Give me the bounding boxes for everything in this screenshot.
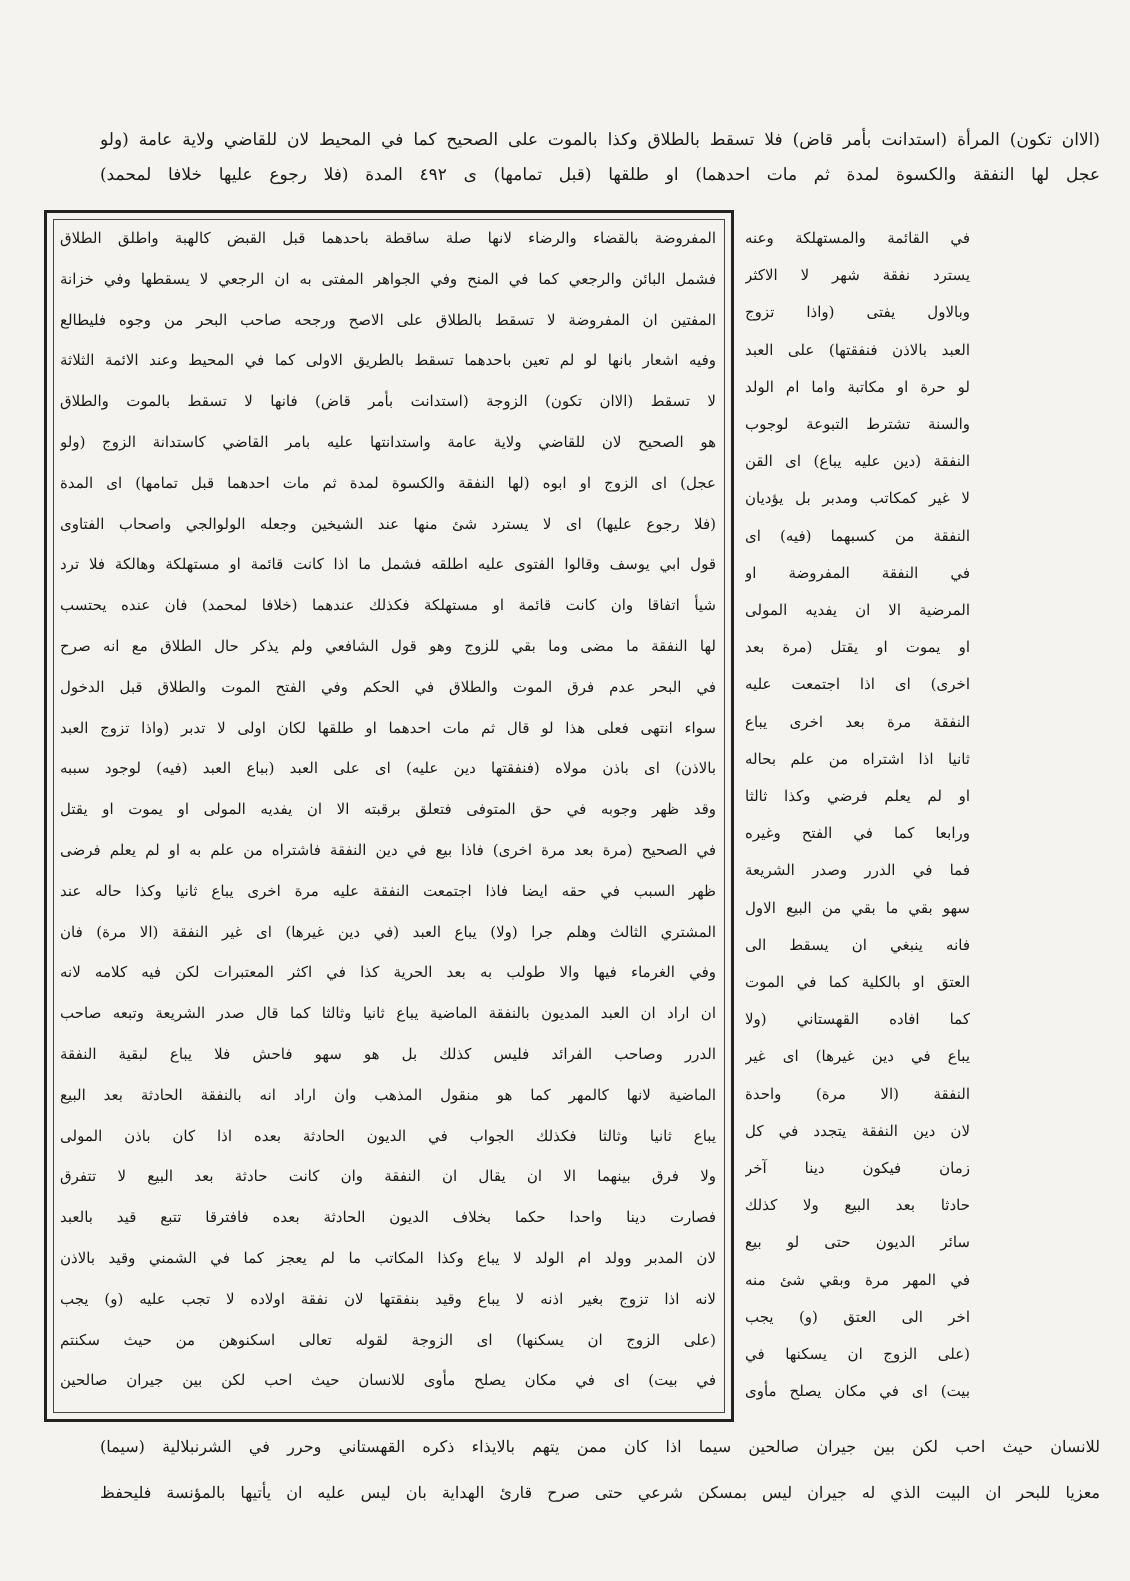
main-text-line: فشمل البائن والرجعي كما في المنح وفي الجواهر المفتى به ان الرجعي لا يسقطها وفي خزانة (60, 269, 716, 288)
main-text-line: الدرر وصاحب الفرائد فليس كذلك بل هو سهو فاحش فلا يباع لبقية النفقة (60, 1045, 716, 1063)
main-text-line: وقد ظهر وجوبه في حق المتوفى فتعلق برقبته الا ان يفديه المولى او يموت او يقتل (60, 800, 716, 819)
main-text-line: لا تسقط (الاان تكون) الزوجة (استدانت بأمر قاض) فانها لا تسقط بالموت والطلاق (60, 392, 716, 411)
main-text-line: المفروضة بالقضاء والرضاء لانها صلة ساقطة باحدهما قبل القبض كالهبة واطلق الطلاق (60, 229, 716, 247)
footer-line-2: معزيا للبحر ان البيت الذي له جيران ليس بمسكن شرعي حتى صرح قارئ الهداية بان ليس عليه ان يأتيها بالمؤنسة فليحفظ (100, 1483, 1100, 1502)
header-line-2: عجل لها النفقة والكسوة لمدة ثم مات احدهما) او طلقها (قبل تمامها) ى ٤٩٢ المدة (فلا رجوع عليها خلافا لمحمد) (100, 165, 1100, 185)
main-text-line: في بيت) اى في مكان يصلح مأوى للانسان حيث احب لكن بين جيران صالحين (60, 1371, 716, 1390)
main-text-line: عجل) اى الزوج او ابوه (لها النفقة والكسوة لمدة ثم مات احدهما قبل تمامها) اى المدة (60, 473, 716, 492)
margin-text-line: او لم يعلم فرضي وكذا ثالثا (745, 787, 970, 805)
margin-text-line: في القائمة والمستهلكة وعنه (745, 229, 970, 247)
margin-text-line: في المهر مرة وبقي شئ منه (745, 1270, 970, 1289)
main-text-line: المفتين ان المفروضة لا تسقط بالطلاق على الاصح ورجحه صاحب البحر من وجوه فليطالع (60, 310, 716, 329)
margin-text-line: لو حرة او مكاتبة واما ام الولد (745, 377, 970, 396)
main-text-line: وفي الغرماء فيها والا طولب به بعد الحرية كذا في اكثر المعتبرات لكن فيه كلامه لانه (60, 963, 716, 982)
main-text-line: يباع ثانيا وثالثا فكذلك الجواب في الديون الحادثة بعده اذا كان باذن المولى (60, 1126, 716, 1145)
main-text-line: في الصحيح (مرة بعد مرة اخرى) فاذا بيع في دين النفقة فاشتراه من علم به او لم يعلم فرضى (60, 841, 716, 859)
main-text-line: بالاذن) اى باذن مولاه (فنفقتها دين عليه) اى على العبد (بباع العبد (فيه) لوجود سببه (60, 759, 716, 778)
margin-text-line: او يموت او يقتل (مرة بعد (745, 638, 970, 657)
margin-text-line: العتق او بالكلية كما في الموت (745, 973, 970, 991)
header-line-1: (الاان تكون) المرأة (استدانت بأمر قاض) فلا تسقط بالطلاق وكذا بالموت على الصحيح كما في المحيط لان للقاضي ولاية عامة (ولو (100, 130, 1100, 150)
margin-text-line: (على الزوج ان يسكنها في (745, 1345, 970, 1363)
main-text-line: لان المدبر وولد ام الولد لا يباع وكذا المكاتب ما لم يعجز كما في الشمني وقيد بالاذن (60, 1249, 716, 1267)
main-text-line: هو الصحيح لان للقاضي ولاية عامة واستدانتها عليه بامر القاضي كاستدانة الزوج (ولو (60, 433, 716, 451)
main-text-line: الماضية لانها كالمهر كما هو منقول المذهب وان اراد انه بالنفقة الحادثة بعد البيع (60, 1085, 716, 1104)
main-text-line: في البحر عدم فرق الموت والطلاق في الحكم وفي الفتح الموت والطلاق قبل الدخول (60, 677, 716, 696)
margin-text-line: اخرى) اى اذا اجتمعت عليه (745, 675, 970, 694)
margin-text-line: سائر الديون حتى لو بيع (745, 1233, 970, 1252)
main-text-line: قول ابي يوسف وقالوا الفتوى عليه اطلقه فشمل ما اذا كانت قائمة او مستهلكة وهالكة فلا ترد (60, 555, 716, 574)
margin-text-line: بيت) اى في مكان يصلح مأوى (745, 1382, 970, 1401)
margin-text-line: ورابعا كما في الفتح وغيره (745, 824, 970, 843)
margin-text-line: ثانيا اذا اشتراه من علم بحاله (745, 749, 970, 768)
margin-text-line: فما في الدرر وصدر الشريعة (745, 861, 970, 880)
margin-text-line: النفقة (دين عليه يباع) اى القن (745, 452, 970, 471)
main-text-line: فصارت دينا واحدا حكما بخلاف الديون الحادثة بعده فافترقا تتبع قيد بالعبد (60, 1208, 716, 1227)
margin-text-line: زمان فيكون دينا آخر (745, 1159, 970, 1177)
main-text-line: ولا فرق بينهما الا ان يقال ان النفقة وان كانت حادثة بعد البيع لا تتفرق (60, 1167, 716, 1186)
main-text-line: وفيه اشعار بانها لو لم تعين باحدهما تسقط بالطريق الاولى كما في المحيط وعند الائمة الثلاثة (60, 351, 716, 370)
main-text-line: ان اراد ان العبد المديون بالنفقة الماضية يباع ثانيا وثالثا كما قال صدر الشريعة وتبعه صاحب (60, 1004, 716, 1023)
margin-text-line: فانه ينبغي ان يسقط الى (745, 935, 970, 954)
margin-text-line: حادثا بعد البيع ولا كذلك (745, 1196, 970, 1215)
main-text-line: لانه اذا تزوج بغير اذنه لا يباع وقيد بنفقتها لان نفقة اولاده لا تجب عليه (و) يجب (60, 1289, 716, 1308)
margin-text-line: العبد بالاذن فنفقتها) على العبد (745, 340, 970, 359)
main-text-line: (فلا رجوع عليها) اى لا يسترد شئ منها عند الشيخين وجعله الولوالجي واصحاب الفتاوى (60, 514, 716, 533)
main-text-line: لها النفقة ما مضى وما بقي للزوج وهو قول الشافعي ولم يذكر حال الطلاق مع انه صرح (60, 637, 716, 655)
margin-text-line: وبالاول يفتى (واذا تزوج (745, 303, 970, 322)
main-text-line: شيأ اتفاقا وان كانت قائمة او مستهلكة فكذلك عندهما (خلافا لمحمد) فان عنده يحتسب (60, 596, 716, 615)
margin-text-line: والسنة تشترط التبوعة لوجوب (745, 415, 970, 433)
margin-text-line: اخر الى العتق (و) يجب (745, 1307, 970, 1326)
margin-text-line: في النفقة المفروضة او (745, 563, 970, 582)
margin-text-line: النفقة من كسبهما (فيه) اى (745, 526, 970, 545)
margin-text-line: النفقة (الا مرة) واحدة (745, 1084, 970, 1103)
margin-text-line: كما افاده القهستاني (ولا (745, 1010, 970, 1029)
margin-text-line: يباع في دين غيرها) اى غير (745, 1047, 970, 1066)
margin-text-line: النفقة مرة بعد اخرى يباع (745, 712, 970, 731)
margin-text-line: يسترد نفقة شهر لا الاكثر (745, 266, 970, 285)
main-text-line: المشتري الثالث وهلم جرا (ولا) يباع العبد (في دين غيرها) اى غير النفقة (الا مرة) فان (60, 922, 716, 941)
margin-text-line: لان دين النفقة يتجدد في كل (745, 1121, 970, 1140)
margin-text-line: لا غير كمكاتب ومدبر بل يؤديان (745, 489, 970, 508)
footer-line-1: للانسان حيث احب لكن بين جيران صالحين سيما اذا كان ممن يتهم بالايذاء ذكره القهستاني وحرر في الشرنبلالية (سيما) (100, 1437, 1100, 1456)
main-text-line: سواء انتهى فعلى هذا لو قال ثم مات احدهما او طلقها لكان اولى لا تدبر (واذا تزوج العبد (60, 718, 716, 737)
margin-text-line: سهو بقي ما بقي من البيع الاول (745, 898, 970, 917)
main-text-line: ظهر السبب في حقه ايضا فاذا اجتمعت النفقة عليه مرة اخرى يباع ثانيا وكذا حاله عند (60, 881, 716, 900)
main-text-line: (على الزوج ان يسكنها) اى الزوجة لقوله تعالى اسكنوهن من حيث سكنتم (60, 1330, 716, 1349)
margin-text-line: المرضية الا ان يفديه المولى (745, 601, 970, 619)
